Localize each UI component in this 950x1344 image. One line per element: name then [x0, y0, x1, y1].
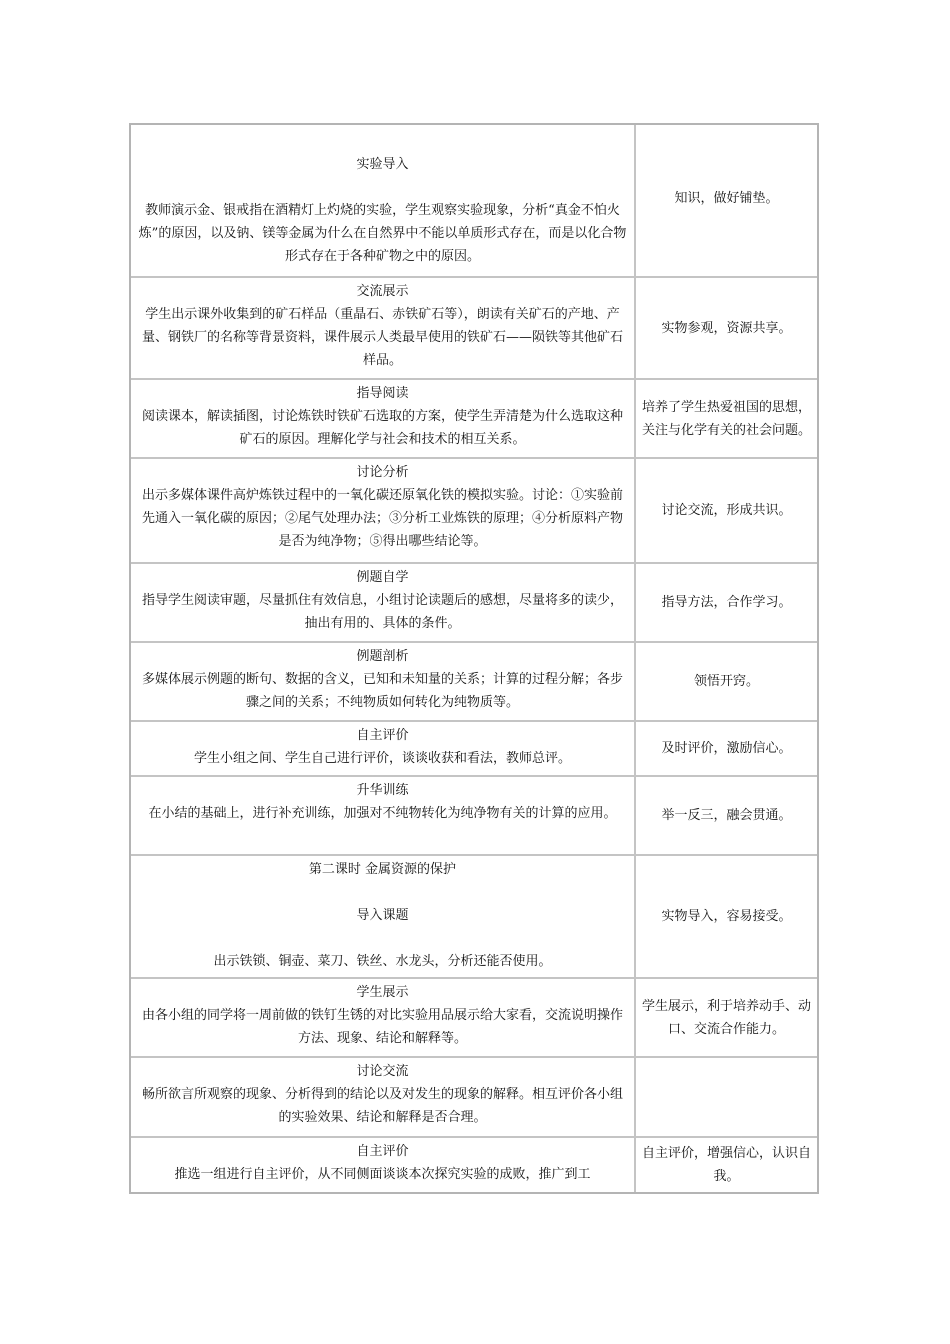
- activity-cell: [131, 722, 636, 775]
- table-row: [131, 562, 817, 641]
- activity-cell: [131, 564, 636, 641]
- activity-description: 指导学生阅读审题，尽量抓住有效信息，小组讨论读题后的感想，尽量将多的读少，抽出有用的、具体的条件。: [141, 593, 623, 631]
- activity-cell: [131, 459, 636, 562]
- activity-heading: 例题自学: [356, 570, 409, 585]
- intent-cell: [636, 564, 817, 641]
- activity-heading: 交流展示: [356, 284, 409, 299]
- table-row: [131, 775, 817, 854]
- intent-cell: [636, 643, 817, 720]
- activity-heading: 讨论交流: [356, 1064, 409, 1079]
- table-row: [131, 457, 817, 562]
- activity-cell: [131, 278, 636, 378]
- activity-cell: [131, 380, 636, 457]
- activity-description: 多媒体展示例题的断句、数据的含义，已知和未知量的关系；计算的过程分解；各步骤之间的关系；不纯物质如何转化为纯物质等。: [141, 672, 623, 710]
- activity-heading: 导入课题: [356, 908, 409, 923]
- activity-heading: 升华训练: [356, 783, 409, 798]
- activity-description: 学生小组之间、学生自己进行评价，谈谈收获和看法，教师总评。: [193, 751, 571, 766]
- lesson-title: 第二课时 金属资源的保护: [308, 862, 457, 877]
- activity-description: 由各小组的同学将一周前做的铁钉生锈的对比实验用品展示给大家看，交流说明操作方法、现象、结论和解释等。: [141, 1008, 623, 1046]
- table-row: [131, 641, 817, 720]
- table-row: [131, 854, 817, 977]
- activity-cell: [131, 643, 636, 720]
- activity-heading: 指导阅读: [356, 386, 409, 401]
- table-row: [131, 1136, 817, 1192]
- activity-heading: 学生展示: [356, 985, 409, 1000]
- intent-cell: [636, 979, 817, 1056]
- intent-cell: [636, 1138, 817, 1192]
- activity-description: 在小结的基础上，进行补充训练，加强对不纯物转化为纯净物有关的计算的应用。: [148, 806, 617, 821]
- intent-cell: [636, 125, 817, 276]
- activity-description: 教师演示金、银戒指在酒精灯上灼烧的实验，学生观察实验现象，分析“真金不怕火炼”的原因，以及钠、镁等金属为什么在自然界中不能以单质形式存在，而是以化合物形式存在于各种矿物之中的原因。: [138, 203, 627, 264]
- intent-cell: [636, 777, 817, 854]
- activity-cell: [131, 856, 636, 977]
- activity-heading: 实验导入: [356, 157, 409, 172]
- intent-text: 培养了学生热爱祖国的思想，关注与化学有关的社会问题。: [641, 399, 811, 438]
- intent-text: 知识，做好铺垫。: [674, 191, 779, 206]
- activity-heading: 自主评价: [356, 1144, 409, 1159]
- intent-text: 学生展示，利于培养动手、动口、交流合作能力。: [641, 998, 811, 1037]
- activity-description: 学生出示课外收集到的矿石样品（重晶石、赤铁矿石等），朗读有关矿石的产地、产量、钢铁厂的名称等背景资料，课件展示人类最早使用的铁矿石——陨铁等其他矿石样品。: [141, 307, 623, 368]
- intent-cell: [636, 380, 817, 457]
- intent-text: 讨论交流，形成共识。: [661, 503, 792, 518]
- intent-cell: [636, 856, 817, 977]
- activity-cell: [131, 979, 636, 1056]
- table-row: [131, 1056, 817, 1136]
- lesson-plan-table: [129, 123, 819, 1194]
- activity-heading: 自主评价: [356, 728, 409, 743]
- activity-description: 畅所欲言所观察的现象、分析得到的结论以及对发生的现象的解释。相互评价各小组的实验效果、结论和解释是否合理。: [141, 1087, 623, 1125]
- activity-cell: [131, 125, 636, 276]
- table-row: [131, 977, 817, 1056]
- intent-text: 举一反三，融会贯通。: [661, 808, 792, 823]
- intent-text: 指导方法，合作学习。: [661, 595, 792, 610]
- activity-description: 阅读课本，解读插图，讨论炼铁时铁矿石选取的方案，使学生弄清楚为什么选取这种矿石的原因。理解化学与社会和技术的相互关系。: [141, 409, 623, 447]
- table-row: [131, 378, 817, 457]
- activity-cell: [131, 1138, 636, 1192]
- intent-text: 领悟开窍。: [693, 674, 759, 689]
- intent-text: 实物参观，资源共享。: [661, 320, 792, 336]
- intent-cell: [636, 722, 817, 775]
- intent-cell: [636, 278, 817, 378]
- activity-description: 推选一组进行自主评价，从不同侧面谈谈本次探究实验的成败，推广到工: [174, 1167, 591, 1182]
- intent-text: 实物导入，容易接受。: [661, 909, 792, 924]
- intent-cell: [636, 1058, 817, 1136]
- activity-cell: [131, 777, 636, 854]
- intent-text: 及时评价，激励信心。: [661, 741, 792, 756]
- table-row: [131, 125, 817, 276]
- activity-heading: 讨论分析: [356, 465, 409, 480]
- intent-cell: [636, 459, 817, 562]
- intent-text: 自主评价，增强信心，认识自我。: [641, 1146, 811, 1184]
- activity-heading: 例题剖析: [356, 649, 409, 664]
- activity-cell: [131, 1058, 636, 1136]
- table-row: [131, 276, 817, 378]
- activity-description: 出示铁锁、铜壶、菜刀、铁丝、水龙头，分析还能否使用。: [213, 954, 552, 969]
- table-row: [131, 720, 817, 775]
- activity-description: 出示多媒体课件高炉炼铁过程中的一氧化碳还原氧化铁的模拟实验。讨论：①实验前先通入一氧化碳的原因；②尾气处理办法；③分析工业炼铁的原理；④分析原料产物是否为纯净物；⑤得出哪些结论等。: [141, 488, 623, 549]
